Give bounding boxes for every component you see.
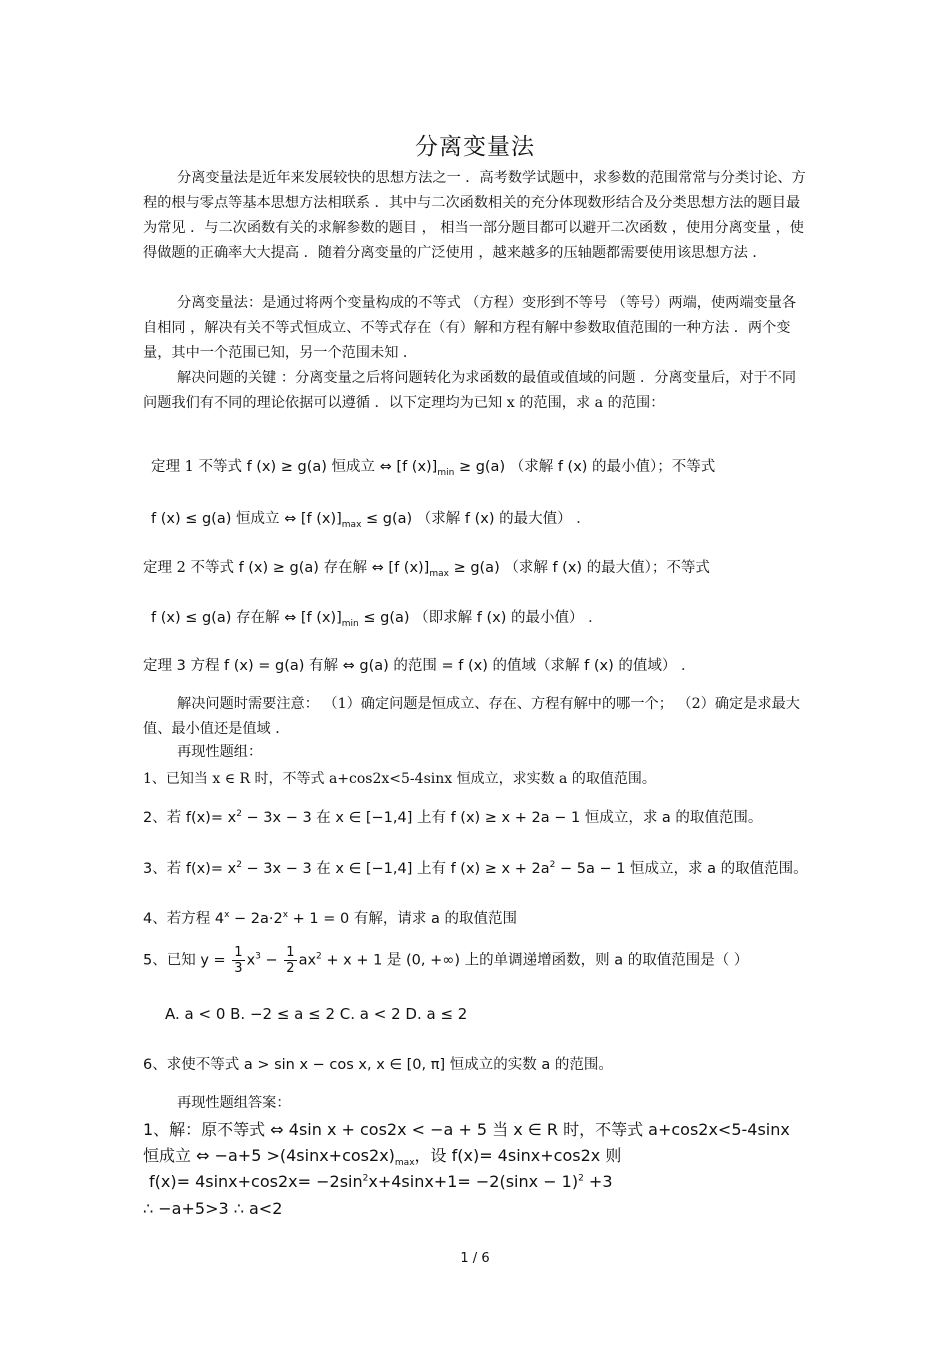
- answer-line-2-text-b: ，设 f(x)= 4sinx+cos2x 则: [414, 1146, 622, 1165]
- answer-line-2-text-a: 恒成立 ⇔ −a+5 >(4sinx+cos2x): [143, 1146, 395, 1165]
- problem-4-sup-2: x: [282, 910, 289, 921]
- page-title: 分离变量法: [415, 134, 535, 160]
- answer-1-line-2: [143, 1143, 621, 1168]
- problem-4-text-c: + 1 = 0 有解，请求 a 的取值范围: [288, 911, 517, 927]
- problem-5-text-d: ax: [298, 952, 317, 969]
- problem-2-text-b: − 3x − 3 在 x ∈ [−1,4] 上有 f (x) ≥ x + 2a − 1 恒成立，求 a 的取值范围。: [241, 810, 763, 826]
- problem-5-text-a: 5、已知 y =: [143, 952, 231, 969]
- theorem-2-math: f (x) ≥ g(a) 存在解 ⇔ [f (x)]: [238, 560, 430, 576]
- problem-3: [143, 857, 808, 878]
- problem-2-sup: 2: [236, 809, 242, 820]
- problem-5-fraction-1: [232, 945, 244, 976]
- theorem-2b-subscript: min: [341, 618, 359, 629]
- answers-heading: 再现性题组答案：: [177, 1095, 291, 1111]
- answer-line-3-text-b: x+4sinx+1= −2(sinx − 1): [368, 1172, 579, 1191]
- answer-line-3-text-a: f(x)= 4sinx+cos2x= −2sin: [149, 1172, 363, 1191]
- answer-line-2-sub: max: [394, 1158, 415, 1169]
- theorem-3: 定理 3 方程 f (x) = g(a) 有解 ⇔ g(a) 的范围 = f (x) 的值域（求解 f (x) 的值域） ．: [143, 658, 696, 674]
- answer-1-line-4: ∴ −a+5>3 ∴ a<2: [143, 1199, 283, 1218]
- theorem-2-rest: ≥ g(a) （求解 f (x) 的最大值）；不等式: [453, 560, 710, 576]
- intro-paragraph-3: 解决问题的关键 ：分离变量之后将问题转化为求函数的最值或值域的问题 ．分离变量后，对于不同问题我们有不同的理论依据可以遵循 ．以下定理均为已知 x 的范围，求 a 的范围：: [143, 370, 797, 411]
- theorem-2-label: 定理 2 不等式: [143, 560, 234, 576]
- problem-5-text-c: −: [260, 952, 283, 969]
- theorem-1-line-2: [151, 507, 591, 530]
- problem-2-text-a: 2、若 f(x)= x: [143, 810, 237, 826]
- theorem-2-line-2: [151, 606, 603, 629]
- problem-2: [143, 806, 762, 827]
- answer-line-3-text-c: +3: [583, 1172, 613, 1191]
- fraction-1-numerator: 1: [234, 945, 243, 960]
- fraction-2-denominator: 2: [286, 961, 295, 976]
- problem-4-text-b: − 2a·2: [229, 911, 283, 927]
- problem-5-text-e: + x + 1 是 (0, +∞) 上的单调递增函数，则 a 的取值范围是（ ）: [321, 952, 749, 969]
- answer-line-3-sup-2: 2: [578, 1173, 584, 1184]
- problem-5-sup: 3: [255, 951, 261, 962]
- problem-5-sup-2: 2: [316, 951, 322, 962]
- problem-5-fraction-2: [284, 945, 296, 976]
- problem-4-text-a: 4、若方程 4: [143, 911, 225, 927]
- problem-5-options: A. a < 0 B. −2 ≤ a ≤ 2 C. a < 2 D. a ≤ 2: [165, 1005, 468, 1023]
- theorem-1b-rest: ≤ g(a) （求解 f (x) 的最大值） ．: [366, 511, 591, 527]
- fraction-2-numerator: 1: [286, 945, 295, 960]
- problem-1: 1、已知当 x ∈ R 时，不等式 a+cos2x<5-4sinx 恒成立，求实数 a 的取值范围。: [143, 771, 656, 787]
- theorem-1-subscript: min: [437, 467, 455, 478]
- practice-heading: 再现性题组：: [177, 744, 263, 760]
- note-paragraph: 解决问题时需要注意： （1）确定问题是恒成立、存在、方程有解中的哪一个； （2）确定是求最大值、最小值还是值域 ．: [143, 696, 800, 737]
- theorem-1-math: f (x) ≥ g(a) 恒成立 ⇔ [f (x)]: [246, 459, 438, 475]
- problem-5: [143, 945, 748, 976]
- problem-6: 6、求使不等式 a > sin x − cos x, x ∈ [0, π] 恒成立的实数 a 的范围。: [143, 1057, 613, 1073]
- answer-1-line-3: [149, 1172, 613, 1191]
- theorem-1b-math: f (x) ≤ g(a) 恒成立 ⇔ [f (x)]: [151, 511, 342, 527]
- problem-3-text-a: 3、若 f(x)= x: [143, 861, 237, 877]
- theorem-1-label: 定理 1 不等式: [151, 459, 242, 475]
- problem-3-text-c: − 5a − 1 恒成立，求 a 的取值范围。: [555, 861, 808, 877]
- fraction-1-denominator: 3: [234, 961, 243, 976]
- theorem-2-subscript: max: [429, 568, 449, 579]
- problem-3-text-b: − 3x − 3 在 x ∈ [−1,4] 上有 f (x) ≥ x + 2a: [241, 861, 550, 877]
- intro-paragraph-1: 分离变量法是近年来发展较快的思想方法之一 ．高考数学试题中，求参数的范围常常与分类讨论、方程的根与零点等基本思想方法相联系 ．其中与二次函数相关的充分体现数形结合及分类思想方法的题目最为常见 ．与二次函数有关的求解参数的题目 ， 相当一部分题目都可以避开二次函数 ，使用分离变量 ，使得做题的正确率大大提高 ．随着分离变量的广泛使用 ，越来越多的压轴题都需要使用该思想方法 ．: [143, 170, 806, 261]
- theorem-2-line-1: [143, 556, 710, 579]
- problem-4: [143, 907, 517, 928]
- intro-paragraph-2: 分离变量法：是通过将两个变量构成的不等式 （方程）变形到不等号 （等号）两端，使两端变量各自相同 ，解决有关不等式恒成立、不等式存在（有）解和方程有解中参数取值范围的一种方法 ．两个变量，其中一个范围已知，另一个范围未知 ．: [143, 295, 797, 361]
- theorem-2b-math: f (x) ≤ g(a) 存在解 ⇔ [f (x)]: [151, 610, 342, 626]
- problem-5-text-b: x: [246, 952, 256, 969]
- theorem-2b-rest: ≤ g(a) （即求解 f (x) 的最小值） ．: [363, 610, 603, 626]
- problem-4-sup: x: [224, 910, 230, 921]
- answer-1-line-1: 1、解：原不等式 ⇔ 4sin x + cos2x < −a + 5 当 x ∈ R 时，不等式 a+cos2x<5-4sinx: [143, 1120, 790, 1139]
- page-number: 1 / 6: [460, 1251, 490, 1266]
- theorem-1-line-1: [151, 455, 715, 478]
- problem-3-sup: 2: [236, 860, 242, 871]
- theorem-1b-subscript: max: [341, 519, 362, 530]
- theorem-1-rest: ≥ g(a) （求解 f (x) 的最小值）；不等式: [458, 459, 716, 475]
- answer-line-3-sup: 2: [362, 1173, 369, 1184]
- problem-3-sup-2: 2: [549, 860, 556, 871]
